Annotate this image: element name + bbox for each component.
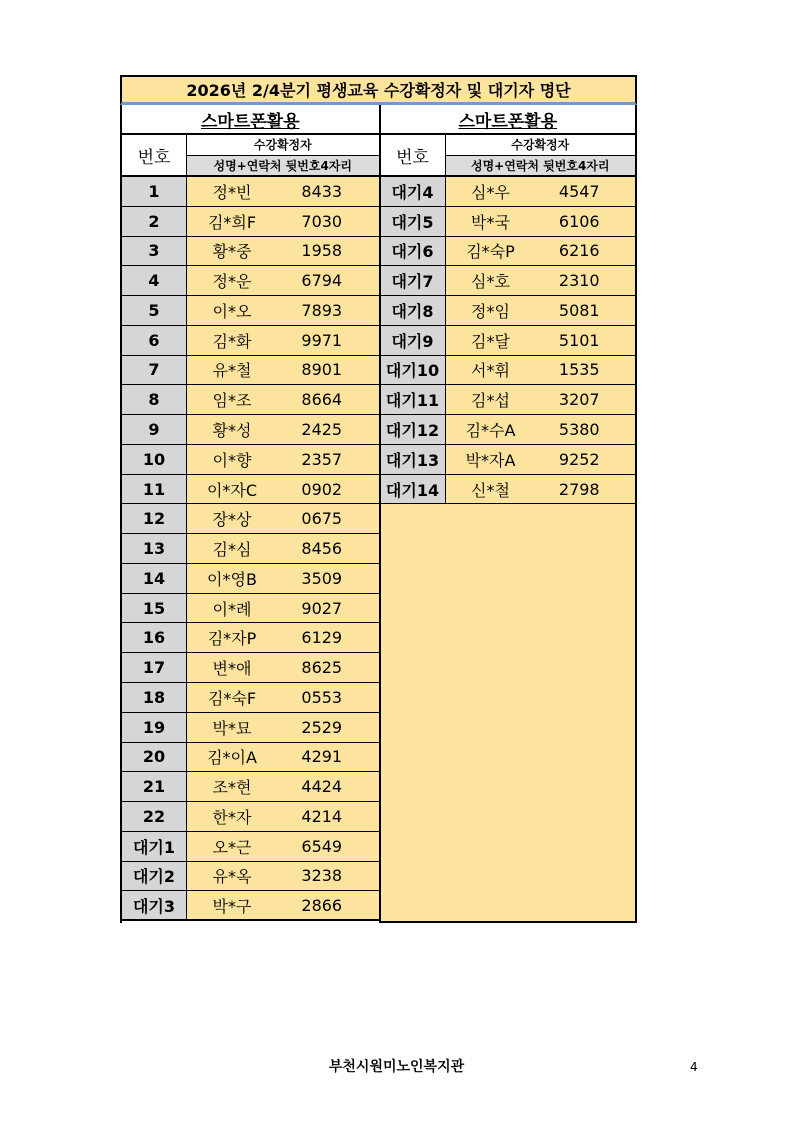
row-number: 대기5 bbox=[381, 207, 446, 236]
right-column bbox=[379, 105, 638, 923]
table-row bbox=[381, 356, 636, 386]
phone-last4: 2425 bbox=[301, 420, 343, 439]
person-name: 이*례 bbox=[212, 599, 252, 619]
footer-organization: 부천시원미노인복지관 bbox=[328, 1059, 465, 1075]
header-num: 번호 bbox=[381, 135, 446, 175]
table-row bbox=[122, 802, 379, 832]
header-confirmed: 수강확정자 bbox=[446, 135, 636, 156]
person-name: 오*근 bbox=[212, 837, 252, 857]
table-row bbox=[122, 653, 379, 683]
roster-table bbox=[120, 75, 637, 923]
phone-last4: 5380 bbox=[558, 420, 600, 439]
table-row bbox=[122, 564, 379, 594]
header-confirmed: 수강확정자 bbox=[187, 135, 379, 156]
row-number: 6 bbox=[122, 326, 187, 355]
row-number: 9 bbox=[122, 415, 187, 444]
table-row bbox=[122, 623, 379, 653]
table-row bbox=[122, 445, 379, 475]
table-row bbox=[381, 207, 636, 237]
phone-last4: 4424 bbox=[301, 777, 343, 797]
person-name: 김*희F bbox=[207, 212, 257, 232]
table-row bbox=[122, 207, 379, 237]
table-row bbox=[381, 296, 636, 326]
row-number: 16 bbox=[122, 623, 187, 652]
person-name: 정*빈 bbox=[212, 182, 252, 202]
person-name: 김*이A bbox=[207, 748, 257, 768]
phone-last4: 9252 bbox=[558, 449, 600, 469]
section-title-left: 스마트폰활용 bbox=[122, 105, 379, 135]
table-header-left bbox=[122, 135, 379, 177]
person-name: 박*국 bbox=[471, 212, 510, 232]
table-row bbox=[122, 266, 379, 296]
row-number: 21 bbox=[122, 772, 187, 801]
person-name: 심*호 bbox=[471, 272, 510, 292]
person-name: 이*영B bbox=[207, 569, 257, 589]
person-name: 유*철 bbox=[212, 361, 252, 381]
row-number: 대기8 bbox=[381, 296, 446, 325]
phone-last4: 0902 bbox=[301, 479, 343, 499]
row-number: 2 bbox=[122, 207, 187, 236]
row-number: 대기12 bbox=[381, 415, 446, 444]
person-name: 조*현 bbox=[212, 778, 252, 798]
phone-last4: 3238 bbox=[301, 866, 343, 886]
person-name: 박*묘 bbox=[212, 718, 252, 738]
phone-last4: 9027 bbox=[301, 598, 343, 618]
row-number: 대기11 bbox=[381, 385, 446, 414]
phone-last4: 5101 bbox=[558, 330, 600, 350]
row-number: 대기3 bbox=[122, 891, 187, 919]
phone-last4: 6549 bbox=[301, 836, 343, 856]
phone-last4: 7893 bbox=[301, 300, 343, 320]
phone-last4: 8625 bbox=[301, 658, 343, 678]
person-name: 김*숙F bbox=[207, 688, 257, 708]
empty-area bbox=[381, 504, 636, 923]
person-name: 장*상 bbox=[212, 510, 252, 530]
row-number: 4 bbox=[122, 266, 187, 295]
table-header-right bbox=[381, 135, 636, 177]
phone-last4: 8664 bbox=[301, 390, 343, 410]
row-number: 7 bbox=[122, 356, 187, 385]
header-name-phone: 성명+연락처 뒷번호4자리 bbox=[446, 156, 636, 176]
page-number: 4 bbox=[690, 1060, 698, 1074]
phone-last4: 1535 bbox=[558, 360, 600, 380]
row-number: 14 bbox=[122, 564, 187, 593]
row-number: 12 bbox=[122, 504, 187, 533]
person-name: 신*철 bbox=[471, 480, 510, 500]
phone-last4: 4214 bbox=[301, 806, 343, 826]
person-name: 김*수A bbox=[465, 421, 516, 440]
row-number: 5 bbox=[122, 296, 187, 325]
person-name: 김*달 bbox=[471, 331, 510, 351]
person-name: 김*섭 bbox=[471, 391, 510, 411]
phone-last4: 8901 bbox=[301, 360, 343, 380]
table-row bbox=[122, 683, 379, 713]
phone-last4: 4291 bbox=[301, 747, 343, 767]
table-row bbox=[122, 385, 379, 415]
table-row bbox=[122, 475, 379, 505]
person-name: 정*임 bbox=[471, 301, 510, 321]
rows-left bbox=[122, 177, 379, 921]
phone-last4: 9971 bbox=[301, 330, 343, 350]
person-name: 한*자 bbox=[212, 807, 252, 827]
phone-last4: 6216 bbox=[558, 241, 600, 261]
row-number: 대기9 bbox=[381, 326, 446, 355]
person-name: 변*애 bbox=[212, 659, 252, 679]
table-row bbox=[122, 743, 379, 773]
row-number: 1 bbox=[122, 177, 187, 206]
table-row bbox=[122, 415, 379, 445]
table-row bbox=[122, 356, 379, 386]
row-number: 17 bbox=[122, 653, 187, 682]
person-name: 황*중 bbox=[212, 242, 252, 262]
person-name: 황*성 bbox=[212, 421, 252, 440]
phone-last4: 6106 bbox=[558, 211, 600, 231]
row-number: 13 bbox=[122, 534, 187, 563]
person-name: 김*숙P bbox=[466, 242, 515, 262]
row-number: 10 bbox=[122, 445, 187, 474]
table-row bbox=[122, 862, 379, 892]
row-number: 대기10 bbox=[381, 356, 446, 385]
phone-last4: 8433 bbox=[301, 181, 343, 201]
person-name: 이*자C bbox=[206, 480, 258, 500]
table-row bbox=[381, 237, 636, 267]
row-number: 3 bbox=[122, 237, 187, 266]
table-row bbox=[122, 713, 379, 743]
table-row bbox=[122, 296, 379, 326]
table-row bbox=[381, 415, 636, 445]
row-number: 19 bbox=[122, 713, 187, 742]
table-row bbox=[381, 475, 636, 505]
row-number: 11 bbox=[122, 475, 187, 504]
table-row bbox=[381, 326, 636, 356]
table-row bbox=[122, 504, 379, 534]
row-number: 대기4 bbox=[381, 177, 446, 206]
person-name: 임*조 bbox=[212, 391, 252, 411]
table-row bbox=[381, 266, 636, 296]
phone-last4: 2357 bbox=[301, 449, 343, 469]
person-name: 이*오 bbox=[212, 301, 252, 321]
row-number: 대기7 bbox=[381, 266, 446, 295]
row-number: 18 bbox=[122, 683, 187, 712]
table-row bbox=[122, 594, 379, 624]
phone-last4: 6129 bbox=[301, 628, 343, 648]
person-name: 심*우 bbox=[471, 182, 510, 202]
person-name: 박*자A bbox=[465, 450, 516, 470]
person-name: 정*운 bbox=[212, 272, 252, 292]
table-row bbox=[122, 772, 379, 802]
left-column bbox=[120, 105, 379, 923]
phone-last4: 7030 bbox=[301, 211, 343, 231]
row-number: 대기2 bbox=[122, 862, 187, 891]
phone-last4: 5081 bbox=[558, 300, 600, 320]
table-row bbox=[381, 177, 636, 207]
header-num: 번호 bbox=[122, 135, 187, 175]
person-name: 이*향 bbox=[212, 450, 252, 470]
person-name: 서*휘 bbox=[471, 361, 510, 381]
phone-last4: 2310 bbox=[558, 271, 600, 291]
table-row bbox=[122, 326, 379, 356]
person-name: 김*자P bbox=[207, 629, 257, 649]
table-row bbox=[122, 177, 379, 207]
phone-last4: 2866 bbox=[301, 895, 343, 915]
table-row bbox=[381, 445, 636, 475]
phone-last4: 0553 bbox=[301, 687, 343, 707]
phone-last4: 2798 bbox=[558, 479, 600, 499]
row-number: 22 bbox=[122, 802, 187, 831]
row-number: 대기14 bbox=[381, 475, 446, 504]
row-number: 대기1 bbox=[122, 832, 187, 861]
phone-last4: 0675 bbox=[301, 509, 343, 529]
phone-last4: 8456 bbox=[301, 539, 343, 559]
row-number: 대기6 bbox=[381, 237, 446, 266]
section-title-right: 스마트폰활용 bbox=[381, 105, 636, 135]
row-number: 15 bbox=[122, 594, 187, 623]
table-row bbox=[381, 385, 636, 415]
header-name-phone: 성명+연락처 뒷번호4자리 bbox=[187, 156, 379, 176]
row-number: 20 bbox=[122, 743, 187, 772]
phone-last4: 2529 bbox=[301, 717, 343, 737]
row-number: 8 bbox=[122, 385, 187, 414]
person-name: 박*구 bbox=[212, 896, 252, 916]
page-title: 2026년 2/4분기 평생교육 수강확정자 및 대기자 명단 bbox=[120, 75, 637, 105]
phone-last4: 4547 bbox=[558, 181, 600, 201]
row-number: 대기13 bbox=[381, 445, 446, 474]
person-name: 김*심 bbox=[212, 540, 252, 560]
table-row bbox=[122, 237, 379, 267]
rows-right bbox=[381, 177, 636, 504]
phone-last4: 3509 bbox=[301, 568, 343, 588]
table-row bbox=[122, 832, 379, 862]
person-name: 김*화 bbox=[212, 331, 252, 351]
phone-last4: 1958 bbox=[301, 241, 343, 261]
phone-last4: 6794 bbox=[301, 271, 343, 291]
phone-last4: 3207 bbox=[558, 390, 600, 410]
table-row bbox=[122, 891, 379, 921]
person-name: 유*옥 bbox=[212, 867, 252, 887]
table-row bbox=[122, 534, 379, 564]
